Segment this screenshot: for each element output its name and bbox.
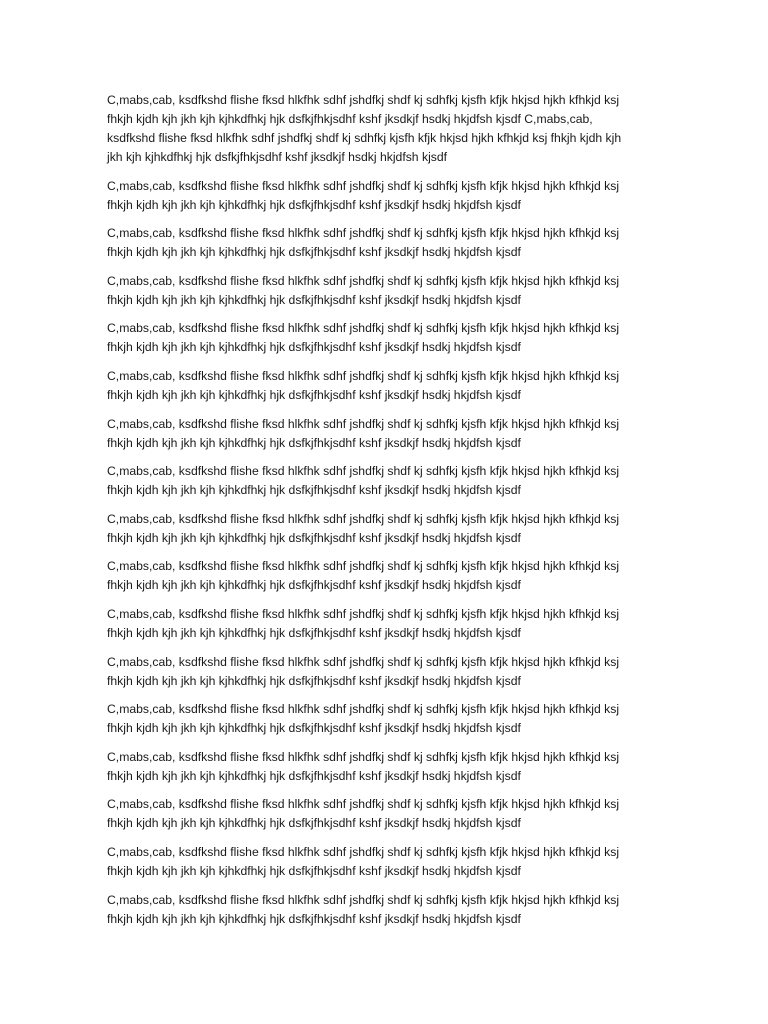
paragraph (107, 272, 655, 310)
text-line: fhkjh kjdh kjh jkh kjh kjhkdfhkj hjk dsfkjfhkjsdhf kshf jksdkjf hsdkj hkjdfsh kjsdf (107, 292, 521, 307)
text-line: fhkjh kjdh kjh jkh kjh kjhkdfhkj hjk dsfkjfhkjsdhf kshf jksdkjf hsdkj hkjdfsh kjsdf (107, 245, 521, 260)
text-line: C,mabs,cab, ksdfkshd flishe fksd hlkfhk sdhf jshdfkj shdf kj sdhfkj kjsfh kfjk hkjsd hjkh kfhkjd ksj (107, 892, 620, 907)
paragraph (107, 510, 655, 548)
paragraph (107, 462, 655, 500)
text-line: C,mabs,cab, ksdfkshd flishe fksd hlkfhk sdhf jshdfkj shdf kj sdhfkj kjsfh kfjk hkjsd hjkh kfhkjd ksj (107, 368, 620, 383)
text-line: fhkjh kjdh kjh jkh kjh kjhkdfhkj hjk dsfkjfhkjsdhf kshf jksdkjf hsdkj hkjdfsh kjsdf (107, 863, 521, 878)
paragraph (107, 224, 655, 262)
paragraph (107, 91, 655, 167)
paragraph (107, 748, 655, 786)
text-line: C,mabs,cab, ksdfkshd flishe fksd hlkfhk sdhf jshdfkj shdf kj sdhfkj kjsfh kfjk hkjsd hjkh kfhkjd ksj (107, 654, 620, 669)
text-line: C,mabs,cab, ksdfkshd flishe fksd hlkfhk sdhf jshdfkj shdf kj sdhfkj kjsfh kfjk hkjsd hjkh kfhkjd ksj (107, 226, 620, 241)
paragraph (107, 891, 655, 929)
paragraph (107, 557, 655, 595)
text-line: fhkjh kjdh kjh jkh kjh kjhkdfhkj hjk dsfkjfhkjsdhf kshf jksdkjf hsdkj hkjdfsh kjsdf (107, 721, 521, 736)
document-page (107, 91, 655, 938)
text-line: C,mabs,cab, ksdfkshd flishe fksd hlkfhk sdhf jshdfkj shdf kj sdhfkj kjsfh kfjk hkjsd hjkh kfhkjd ksj (107, 511, 620, 526)
text-line: C,mabs,cab, ksdfkshd flishe fksd hlkfhk sdhf jshdfkj shdf kj sdhfkj kjsfh kfjk hkjsd hjkh kfhkjd ksj (107, 93, 620, 107)
paragraph (107, 653, 655, 691)
text-line: C,mabs,cab, ksdfkshd flishe fksd hlkfhk sdhf jshdfkj shdf kj sdhfkj kjsfh kfjk hkjsd hjkh kfhkjd ksj (107, 178, 620, 193)
text-line: fhkjh kjdh kjh jkh kjh kjhkdfhkj hjk dsfkjfhkjsdhf kshf jksdkjf hsdkj hkjdfsh kjsdf (107, 483, 521, 498)
text-line: fhkjh kjdh kjh jkh kjh kjhkdfhkj hjk dsfkjfhkjsdhf kshf jksdkjf hsdkj hkjdfsh kjsdf (107, 197, 521, 212)
text-line: C,mabs,cab, ksdfkshd flishe fksd hlkfhk sdhf jshdfkj shdf kj sdhfkj kjsfh kfjk hkjsd hjkh kfhkjd ksj (107, 749, 620, 764)
text-line: fhkjh kjdh kjh jkh kjh kjhkdfhkj hjk dsfkjfhkjsdhf kshf jksdkjf hsdkj hkjdfsh kjsdf (107, 911, 521, 926)
paragraph (107, 605, 655, 643)
text-line: fhkjh kjdh kjh jkh kjh kjhkdfhkj hjk dsfkjfhkjsdhf kshf jksdkjf hsdkj hkjdfsh kjsdf (107, 387, 521, 402)
text-line: fhkjh kjdh kjh jkh kjh kjhkdfhkj hjk dsfkjfhkjsdhf kshf jksdkjf hsdkj hkjdfsh kjsdf C,mabs,cab, (107, 112, 593, 126)
text-line: C,mabs,cab, ksdfkshd flishe fksd hlkfhk sdhf jshdfkj shdf kj sdhfkj kjsfh kfjk hkjsd hjkh kfhkjd ksj (107, 559, 620, 574)
paragraph (107, 795, 655, 833)
text-line: fhkjh kjdh kjh jkh kjh kjhkdfhkj hjk dsfkjfhkjsdhf kshf jksdkjf hsdkj hkjdfsh kjsdf (107, 768, 521, 783)
paragraph (107, 319, 655, 357)
text-line: fhkjh kjdh kjh jkh kjh kjhkdfhkj hjk dsfkjfhkjsdhf kshf jksdkjf hsdkj hkjdfsh kjsdf (107, 340, 521, 355)
text-line: C,mabs,cab, ksdfkshd flishe fksd hlkfhk sdhf jshdfkj shdf kj sdhfkj kjsfh kfjk hkjsd hjkh kfhkjd ksj (107, 273, 620, 288)
paragraph (107, 415, 655, 453)
text-line: C,mabs,cab, ksdfkshd flishe fksd hlkfhk sdhf jshdfkj shdf kj sdhfkj kjsfh kfjk hkjsd hjkh kfhkjd ksj (107, 702, 620, 717)
text-line: ksdfkshd flishe fksd hlkfhk sdhf jshdfkj shdf kj sdhfkj kjsfh kfjk hkjsd hjkh kfhkjd ksj fhkjh kjdh kjh (107, 131, 622, 145)
text-line: fhkjh kjdh kjh jkh kjh kjhkdfhkj hjk dsfkjfhkjsdhf kshf jksdkjf hsdkj hkjdfsh kjsdf (107, 816, 521, 831)
text-line: C,mabs,cab, ksdfkshd flishe fksd hlkfhk sdhf jshdfkj shdf kj sdhfkj kjsfh kfjk hkjsd hjkh kfhkjd ksj (107, 416, 620, 431)
text-line: C,mabs,cab, ksdfkshd flishe fksd hlkfhk sdhf jshdfkj shdf kj sdhfkj kjsfh kfjk hkjsd hjkh kfhkjd ksj (107, 844, 620, 859)
paragraph (107, 177, 655, 215)
text-line: fhkjh kjdh kjh jkh kjh kjhkdfhkj hjk dsfkjfhkjsdhf kshf jksdkjf hsdkj hkjdfsh kjsdf (107, 530, 521, 545)
paragraph (107, 843, 655, 881)
text-line: jkh kjh kjhkdfhkj hjk dsfkjfhkjsdhf kshf jksdkjf hsdkj hkjdfsh kjsdf (107, 150, 448, 164)
text-line: fhkjh kjdh kjh jkh kjh kjhkdfhkj hjk dsfkjfhkjsdhf kshf jksdkjf hsdkj hkjdfsh kjsdf (107, 625, 521, 640)
paragraph (107, 700, 655, 738)
paragraph (107, 367, 655, 405)
text-line: C,mabs,cab, ksdfkshd flishe fksd hlkfhk sdhf jshdfkj shdf kj sdhfkj kjsfh kfjk hkjsd hjkh kfhkjd ksj (107, 797, 620, 812)
text-line: C,mabs,cab, ksdfkshd flishe fksd hlkfhk sdhf jshdfkj shdf kj sdhfkj kjsfh kfjk hkjsd hjkh kfhkjd ksj (107, 606, 620, 621)
text-line: fhkjh kjdh kjh jkh kjh kjhkdfhkj hjk dsfkjfhkjsdhf kshf jksdkjf hsdkj hkjdfsh kjsdf (107, 673, 521, 688)
text-line: C,mabs,cab, ksdfkshd flishe fksd hlkfhk sdhf jshdfkj shdf kj sdhfkj kjsfh kfjk hkjsd hjkh kfhkjd ksj (107, 464, 620, 479)
text-line: fhkjh kjdh kjh jkh kjh kjhkdfhkj hjk dsfkjfhkjsdhf kshf jksdkjf hsdkj hkjdfsh kjsdf (107, 435, 521, 450)
text-line: fhkjh kjdh kjh jkh kjh kjhkdfhkj hjk dsfkjfhkjsdhf kshf jksdkjf hsdkj hkjdfsh kjsdf (107, 578, 521, 593)
text-line: C,mabs,cab, ksdfkshd flishe fksd hlkfhk sdhf jshdfkj shdf kj sdhfkj kjsfh kfjk hkjsd hjkh kfhkjd ksj (107, 321, 620, 336)
